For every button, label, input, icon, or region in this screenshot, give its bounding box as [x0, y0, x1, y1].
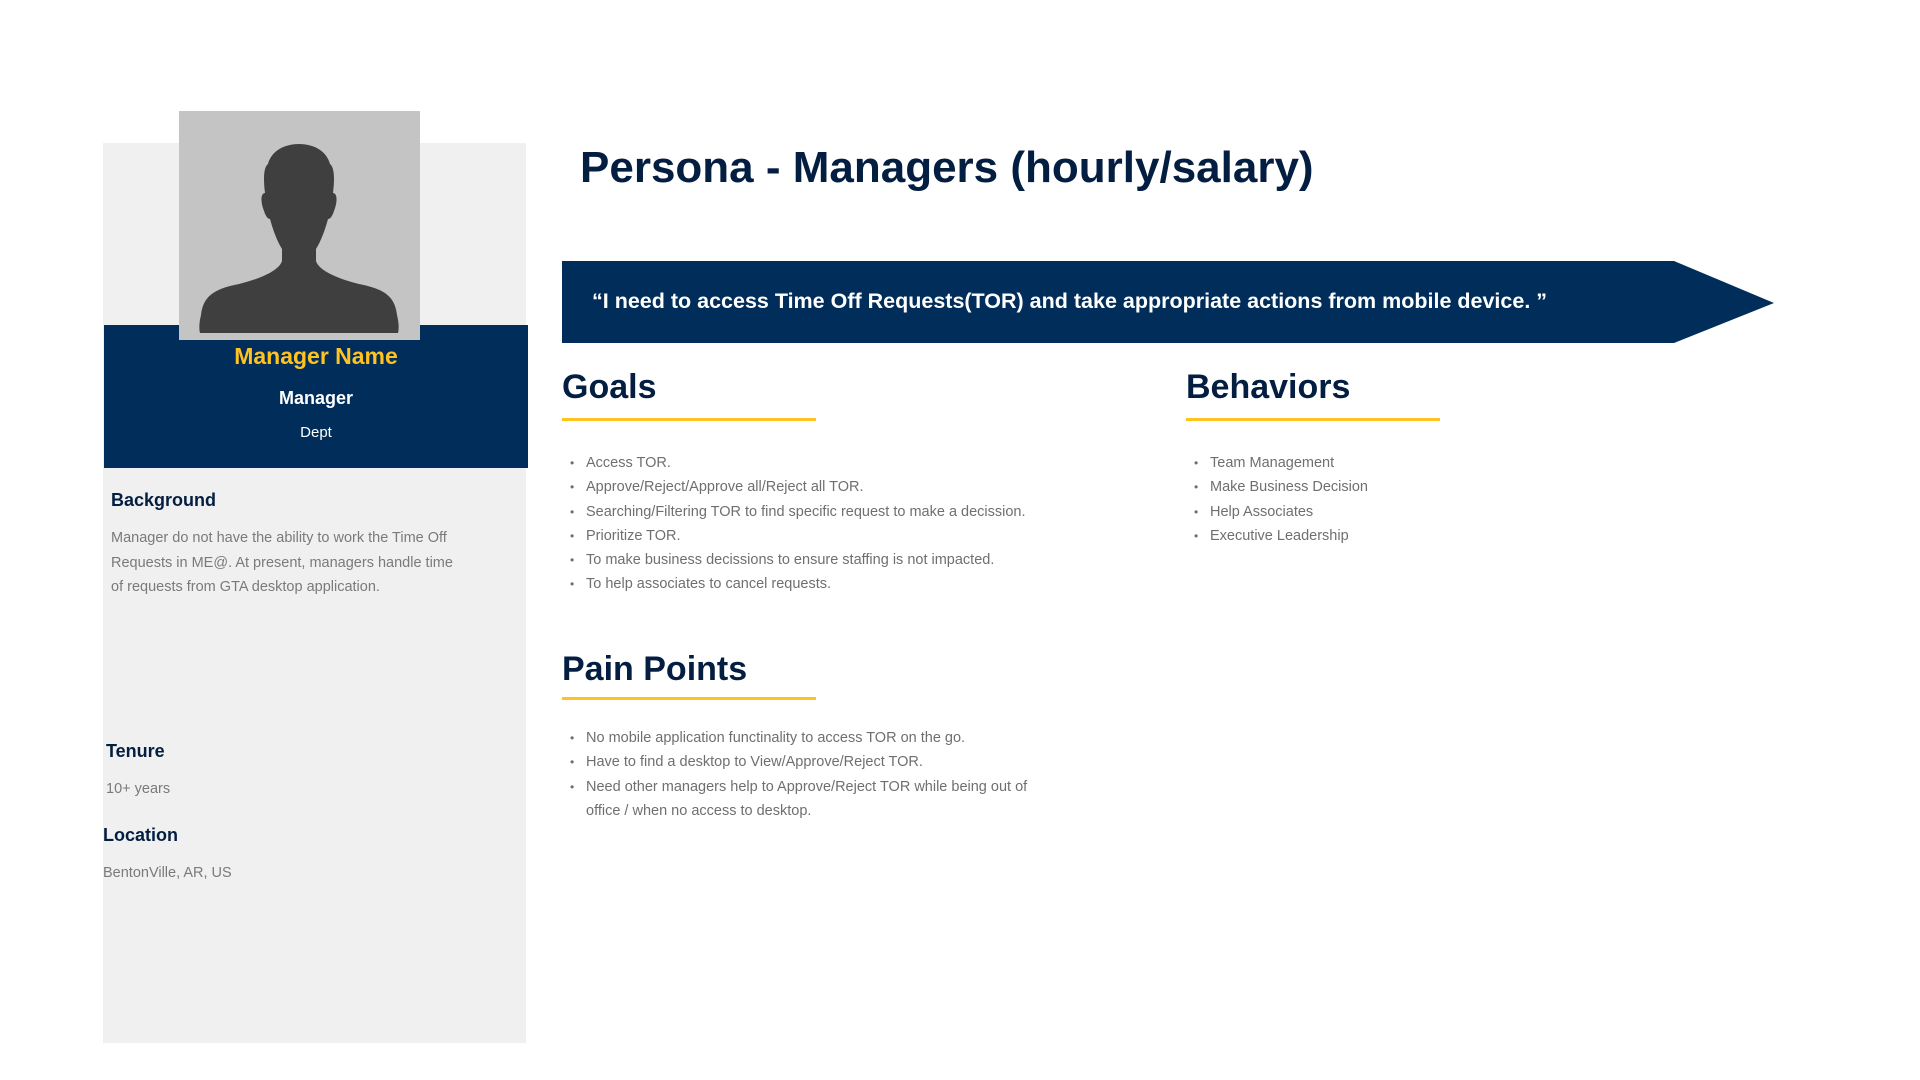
persona-role: Manager: [278, 388, 354, 408]
pain-points-list: [562, 726, 1122, 823]
page-title: Persona - Managers (hourly/salary): [580, 143, 1314, 192]
persona-quote: “I need to access Time Off Requests(TOR) and take appropriate actions from mobile device. ”: [592, 289, 1548, 313]
list-item: • To help associates to cancel requests.: [562, 572, 1122, 596]
person-silhouette-icon: [179, 111, 420, 340]
background-line: Requests in ME@. At present, managers handle time: [111, 554, 453, 571]
list-item: • Access TOR.: [562, 451, 1122, 475]
quote-banner: [562, 261, 1774, 343]
goals-heading: Goals: [562, 368, 657, 406]
list-item: • Have to find a desktop to View/Approve/Reject TOR.: [562, 750, 1122, 774]
list-item: • Need other managers help to Approve/Reject TOR while being out of: [562, 775, 1122, 799]
persona-dept: Dept: [300, 424, 332, 441]
list-item: • Team Management: [1186, 451, 1586, 475]
behaviors-heading: Behaviors: [1186, 368, 1351, 406]
goals-underline: [562, 418, 816, 421]
list-item: • Make Business Decision: [1186, 475, 1586, 499]
behaviors-list: [1186, 451, 1586, 548]
background-text: [111, 526, 511, 600]
list-item: • No mobile application functinality to access TOR on the go.: [562, 726, 1122, 750]
list-item: • Approve/Reject/Approve all/Reject all TOR.: [562, 475, 1122, 499]
location-heading: Location: [103, 825, 178, 845]
background-line: Manager do not have the ability to work the Time Off: [111, 530, 447, 546]
goals-list: [562, 451, 1122, 597]
background-line: of requests from GTA desktop application.: [111, 579, 380, 595]
background-heading: Background: [111, 490, 217, 510]
pain-points-underline: [562, 697, 816, 700]
list-item: • Executive Leadership: [1186, 524, 1586, 548]
persona-name: Manager Name: [234, 343, 398, 369]
avatar: [179, 111, 420, 340]
location-value: BentonVille, AR, US: [103, 865, 232, 881]
tenure-heading: Tenure: [106, 741, 165, 761]
list-item: • Prioritize TOR.: [562, 524, 1122, 548]
tenure-value: 10+ years: [106, 781, 171, 797]
list-item: • Help Associates: [1186, 500, 1586, 524]
behaviors-underline: [1186, 418, 1440, 421]
list-item: • Searching/Filtering TOR to find specific request to make a decission.: [562, 500, 1122, 524]
pain-points-heading: Pain Points: [562, 650, 748, 688]
list-item-continuation: office / when no access to desktop.: [586, 802, 812, 819]
list-item: • To make business decissions to ensure staffing is not impacted.: [562, 548, 1122, 572]
